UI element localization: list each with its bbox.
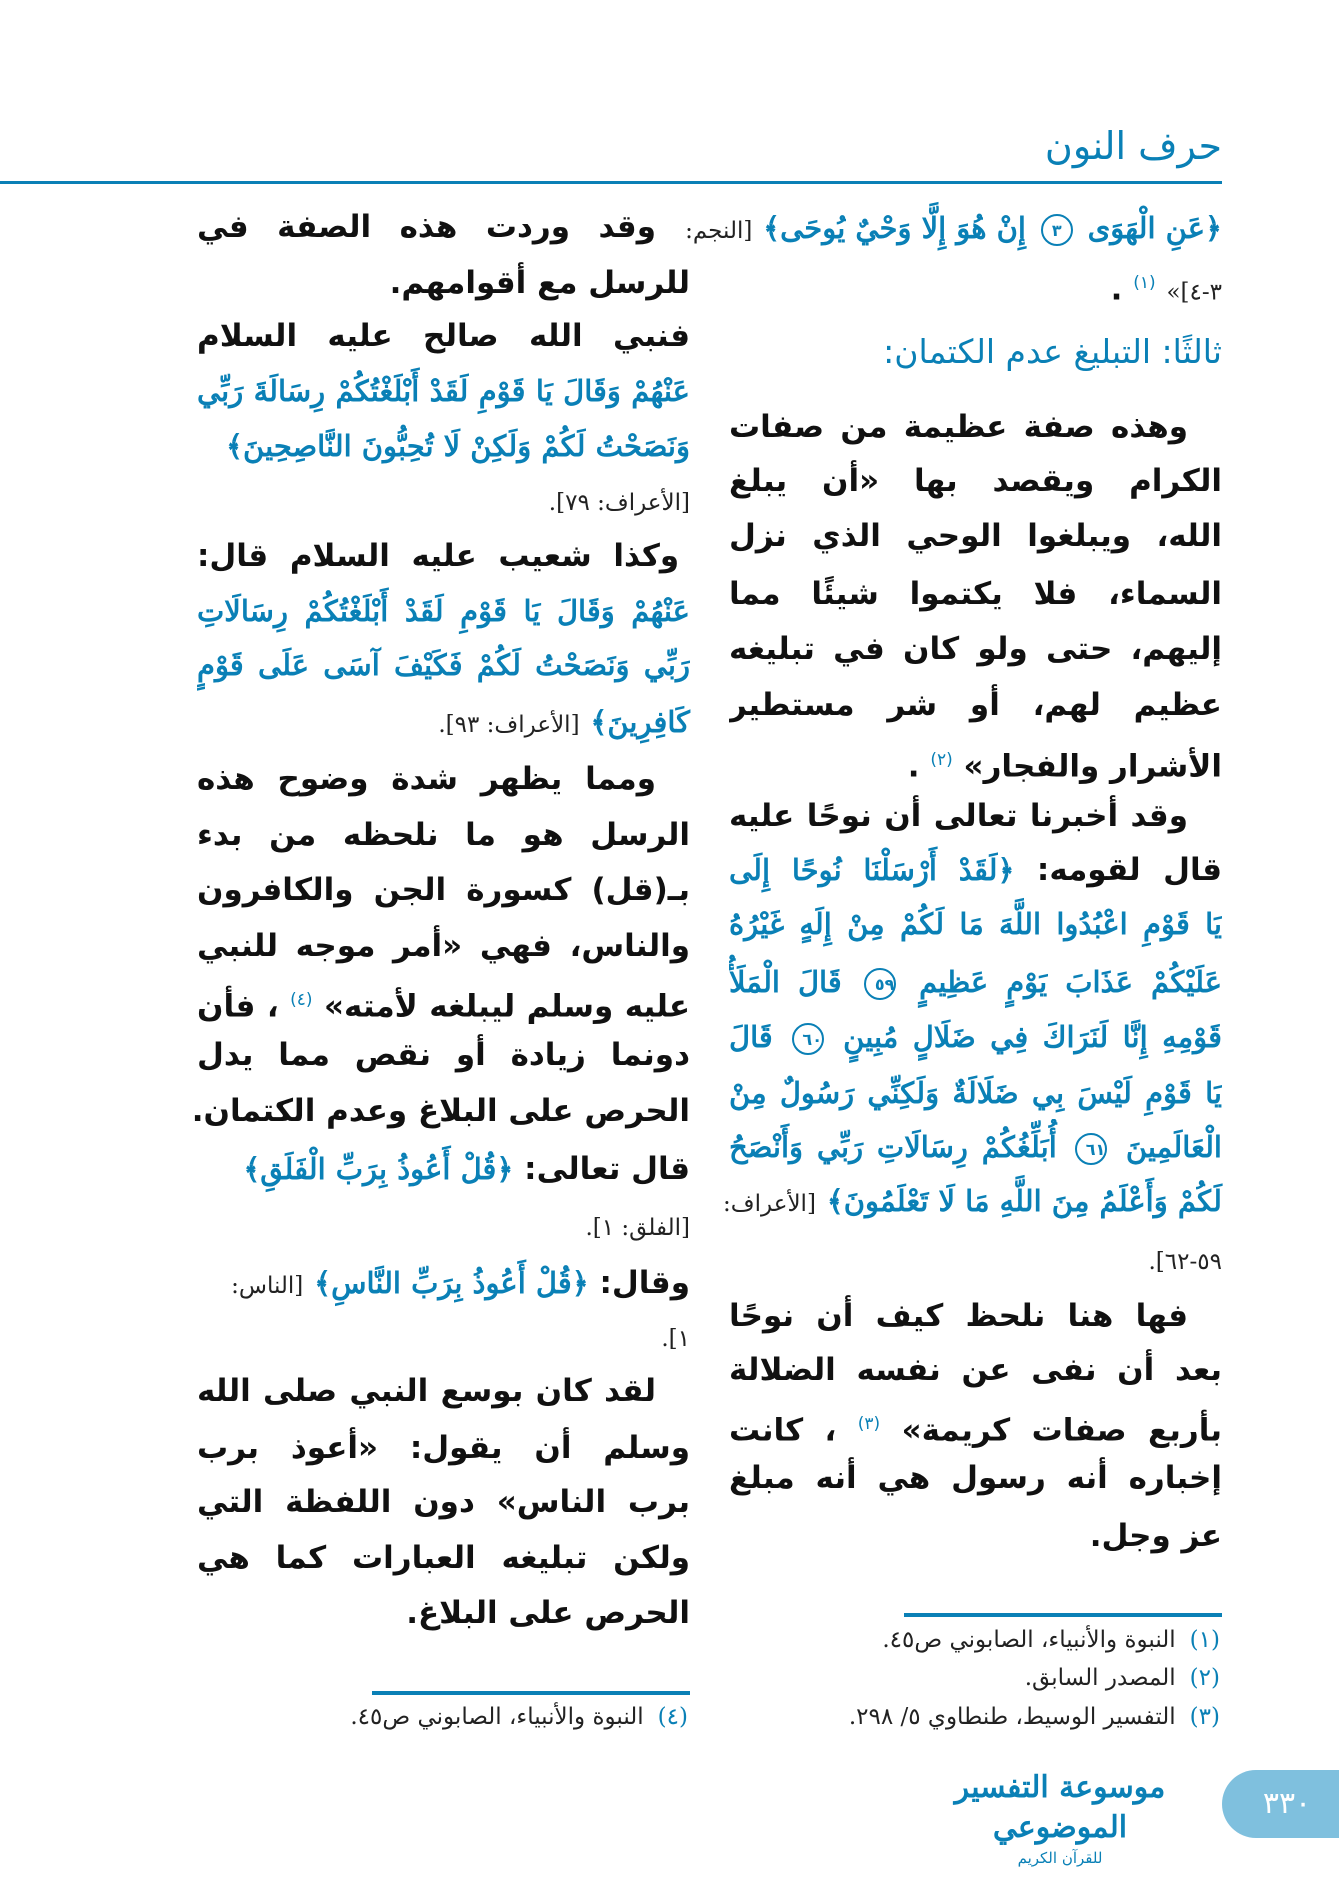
- quran-verse: عَنْهُمْ وَقَالَ يَا قَوْمِ لَقَدْ أَبْلَغْتُكُمْ رِسَالَاتِ: [197, 594, 690, 628]
- verse-reference: ٣-٤]»: [1166, 279, 1222, 306]
- body-text: ، كانت: [729, 1412, 837, 1449]
- verse-number-marker: ٦١: [1075, 1133, 1107, 1165]
- verse-reference: ٥٩-٦٢].: [1148, 1249, 1222, 1275]
- logo-title: موسوعة التفسير الموضوعي: [954, 1770, 1166, 1845]
- chapter-title: حرف النون: [1044, 124, 1222, 168]
- quran-verse: الْعَالَمِينَ: [1125, 1130, 1222, 1164]
- body-text: الله، ويبلغوا الوحي الذي نزل: [729, 518, 1222, 554]
- body-text: بأربع صفات كريمة»: [901, 1412, 1222, 1449]
- verse-reference: [الفلق: ١].: [585, 1215, 690, 1241]
- body-text: .: [1110, 271, 1123, 308]
- quran-verse: ﴿لَقَدْ أَرْسَلْنَا نُوحًا إِلَى: [729, 853, 1015, 887]
- left-text-line: [197, 418, 690, 474]
- body-text: الحرص على البلاغ.: [406, 1595, 690, 1631]
- body-text: السماء، فلا يكتموا شيئًا مما: [729, 576, 1222, 612]
- right-text-line: [729, 1065, 1222, 1121]
- body-text: ولكن تبليغه العبارات كما هي: [197, 1540, 690, 1576]
- quran-verse: يَا قَوْمِ اعْبُدُوا اللَّهَ مَا لَكُمْ مِنْ إِلَهٍ غَيْرُهُ: [729, 907, 1222, 941]
- verse-reference: [الأعراف: ٧٩].: [548, 490, 690, 516]
- quran-verse: ﴿قُلْ أَعُوذُ بِرَبِّ النَّاسِ﴾: [314, 1266, 589, 1300]
- left-text-line: [191, 1083, 690, 1139]
- left-text-line: [197, 308, 690, 364]
- left-text-line: [197, 472, 690, 528]
- right-column: [685, 0, 1222, 1600]
- body-text: الرسل هو ما نلحظه من بدء: [197, 817, 690, 853]
- left-text-line: [197, 1141, 690, 1197]
- left-text-line: [197, 528, 690, 584]
- left-text-line: [197, 1027, 690, 1083]
- footnote: [882, 1627, 1220, 1653]
- left-text-line: [197, 1420, 690, 1476]
- body-text: والناس، فهي «أمر موجه للنبي: [197, 928, 690, 964]
- footnote-rule-left: [372, 1691, 690, 1695]
- body-text: قال تعالى:: [513, 1151, 690, 1187]
- footnote: [350, 1704, 688, 1730]
- right-text-line: [729, 677, 1222, 733]
- left-text-line: [197, 1255, 690, 1311]
- body-text: إخباره أنه رسول هي أنه مبلغ: [729, 1460, 1222, 1496]
- right-text-line: [729, 508, 1222, 564]
- body-text: .: [907, 748, 920, 785]
- quran-verse: قَالَ الْمَلَأُ: [729, 965, 842, 999]
- left-text-line: [197, 1363, 690, 1419]
- footnote: [1025, 1665, 1220, 1691]
- left-text-line: [197, 918, 690, 974]
- body-text: وكذا شعيب عليه السلام قال:: [197, 538, 680, 574]
- body-text: عظيم لهم، أو شر مستطير: [729, 687, 1222, 723]
- right-text-line: [723, 1173, 1222, 1229]
- quran-verse: قَوْمِهِ إِنَّا لَنَرَاكَ فِي ضَلَالٍ مُبِينٍ: [843, 1020, 1222, 1054]
- left-text-line: [197, 862, 690, 918]
- right-text-line: [729, 788, 1222, 844]
- right-text-line: [729, 1342, 1222, 1398]
- verse-reference: [الأعراف: ٩٣].: [438, 712, 580, 738]
- right-text-line: [729, 954, 1222, 1010]
- body-text: بـ(قل) كسورة الجن والكافرون: [197, 872, 690, 908]
- right-text-line: [729, 732, 1222, 788]
- footnote-text: النبوة والأنبياء، الصابوني ص٤٥.: [882, 1627, 1176, 1653]
- body-text: وسلم أن يقول: «أعوذ برب: [197, 1430, 690, 1466]
- body-text: لقد كان بوسع النبي صلى الله: [197, 1373, 656, 1409]
- section-heading: ثالثًا: التبليغ عدم الكتمان:: [883, 332, 1222, 371]
- footnote-number: (٣): [1189, 1704, 1220, 1730]
- footnote-text: النبوة والأنبياء، الصابوني ص٤٥.: [350, 1704, 644, 1730]
- verse-reference: [النجم:: [685, 218, 753, 244]
- right-text-line: [729, 1231, 1222, 1287]
- footnote-number: (٢): [1189, 1665, 1220, 1691]
- body-text: وقد وردت هذه الصفة في: [197, 209, 656, 245]
- footnote: [849, 1704, 1220, 1730]
- body-text: وهذه صفة عظيمة من صفات: [729, 409, 1188, 445]
- verse-reference: ١].: [661, 1326, 690, 1352]
- page-number: ٣٣٠: [1222, 1770, 1339, 1838]
- right-text-line: [729, 1396, 1222, 1452]
- left-text-line: [197, 1197, 690, 1253]
- right-text-line: [729, 1288, 1222, 1344]
- right-text-line: [729, 1450, 1222, 1506]
- body-text: قال لقومه:: [1014, 852, 1222, 888]
- quran-verse: إِنْ هُوَ إِلَّا وَحْيٌ يُوحَى﴾: [763, 211, 1026, 245]
- footnote-number: (٤): [657, 1704, 688, 1730]
- encyclopedia-logo: [930, 1768, 1190, 1868]
- left-column: [191, 0, 690, 1680]
- left-text-line: [197, 255, 690, 311]
- body-text: برب الناس» دون اللفظة التي: [197, 1484, 690, 1520]
- body-text: الحرص على البلاغ وعدم الكتمان.: [191, 1093, 690, 1129]
- left-text-line: [197, 1585, 690, 1641]
- footnote-marker: (٤): [290, 990, 313, 1010]
- body-text: الأشرار والفجار»: [963, 748, 1222, 785]
- verse-number-marker: ٥٩: [864, 968, 896, 1000]
- footnote-text: التفسير الوسيط، طنطاوي ٥/ ٢٩٨.: [848, 1704, 1176, 1730]
- quran-verse: رَبِّي وَنَصَحْتُ لَكُمْ فَكَيْفَ آسَى عَلَى قَوْمٍ: [197, 648, 690, 682]
- body-text: وقال:: [588, 1265, 690, 1301]
- quran-verse: ﴿قُلْ أَعُوذُ بِرَبِّ الْفَلَقِ﴾: [243, 1152, 514, 1186]
- right-text-line: [729, 621, 1222, 677]
- logo-subtitle: للقرآن الكريم: [1017, 1849, 1103, 1867]
- quran-verse: عَلَيْكُمْ عَذَابَ يَوْمٍ عَظِيمٍ: [919, 965, 1222, 999]
- footnote-text: المصدر السابق.: [1024, 1665, 1176, 1691]
- left-text-line: [197, 1474, 690, 1530]
- right-text-line: [729, 1009, 1222, 1065]
- body-text: إليهم، حتى ولو كان في تبليغه: [729, 631, 1222, 667]
- left-text-line: [197, 751, 690, 807]
- quran-verse: عَنْهُمْ وَقَالَ يَا قَوْمِ لَقَدْ أَبْلَغْتُكُمْ رِسَالَةَ رَبِّي: [197, 374, 690, 408]
- verse-number-marker: ٣: [1041, 214, 1073, 246]
- body-text: فها هنا نلحظ كيف أن نوحًا: [729, 1298, 1188, 1334]
- verse-number-marker: ٦٠: [792, 1023, 824, 1055]
- quran-verse: يَا قَوْمِ لَيْسَ بِي ضَلَالَةٌ وَلَكِنِّي رَسُولٌ مِنْ: [729, 1076, 1222, 1110]
- body-text: ، فأن: [197, 988, 279, 1025]
- right-text-line: [729, 1119, 1222, 1175]
- verse-reference: [الناس:: [231, 1273, 304, 1299]
- quran-verse: وَنَصَحْتُ لَكُمْ وَلَكِنْ لَا تُحِبُّونَ النَّاصِحِينَ﴾: [226, 429, 690, 463]
- quran-verse: أُبَلِّغُكُمْ رِسَالَاتِ رَبِّي وَأَنْصَحُ: [729, 1130, 1057, 1164]
- right-text-line: [729, 896, 1222, 952]
- left-text-line: [197, 972, 690, 1028]
- quran-verse: لَكُمْ وَأَعْلَمُ مِنَ اللَّهِ مَا لَا تَعْلَمُونَ﴾: [826, 1184, 1222, 1218]
- footnote-marker: (٢): [930, 750, 953, 770]
- right-text-line: [729, 566, 1222, 622]
- right-text-line: [729, 399, 1222, 455]
- body-text: ومما يظهر شدة وضوح هذه: [197, 761, 656, 797]
- body-text: الكرام ويقصد بها «أن يبلغ: [729, 463, 1222, 499]
- left-text-line: [197, 1530, 690, 1586]
- right-text-line: [685, 200, 1222, 256]
- left-text-line: [197, 1308, 690, 1364]
- quran-verse: قَالَ: [729, 1020, 773, 1054]
- footnote-marker: (٣): [857, 1414, 881, 1434]
- quran-verse: كَافِرِينَ﴾: [590, 705, 690, 739]
- footnote-marker: (١): [1133, 273, 1156, 293]
- right-text-line: [729, 842, 1222, 898]
- left-text-line: [197, 583, 690, 639]
- body-text: بعد أن نفى عن نفسه الضلالة: [729, 1352, 1222, 1388]
- quran-verse: ﴿عَنِ الْهَوَى: [1087, 211, 1222, 245]
- body-text: عليه وسلم ليبلغه لأمته»: [324, 988, 690, 1025]
- left-text-line: [197, 637, 690, 693]
- body-text: دونما زيادة أو نقص مما يدل: [197, 1037, 690, 1073]
- right-text-line: [729, 453, 1222, 509]
- left-text-line: [197, 694, 690, 750]
- left-text-line: [197, 807, 690, 863]
- body-text: فنبي الله صالح عليه السلام: [197, 318, 690, 354]
- body-text: عز وجل.: [1089, 1518, 1222, 1554]
- right-text-line: [729, 1508, 1222, 1564]
- verse-reference: [الأعراف:: [723, 1191, 816, 1217]
- footnote-rule-right: [904, 1613, 1222, 1617]
- right-text-line: [729, 324, 1222, 380]
- left-text-line: [197, 199, 690, 255]
- body-text: للرسل مع أقوامهم.: [389, 265, 690, 301]
- body-text: وقد أخبرنا تعالى أن نوحًا عليه: [729, 798, 1188, 834]
- right-text-line: [729, 255, 1222, 311]
- left-text-line: [197, 363, 690, 419]
- footnote-number: (١): [1189, 1627, 1220, 1653]
